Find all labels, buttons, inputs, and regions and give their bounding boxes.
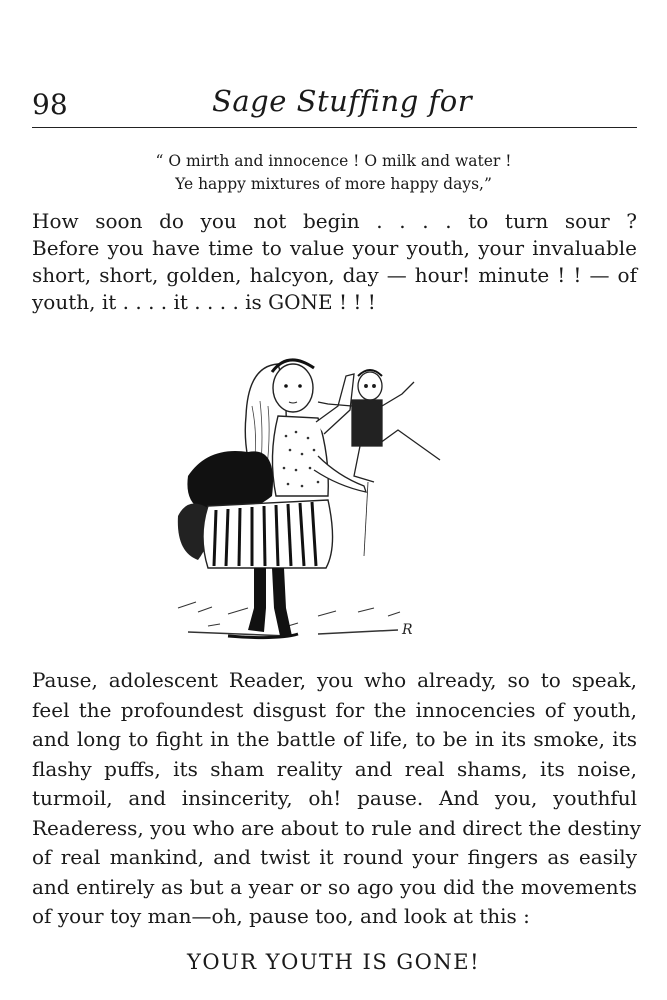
closing-line: YOUR YOUTH IS GONE! xyxy=(186,950,481,974)
girl-bodice xyxy=(272,416,328,496)
paragraph-line: of real mankind, and twist it round your fingers as easily xyxy=(32,845,637,869)
paragraph-line: Readeress, you who are about to rule and direct the destiny xyxy=(32,815,642,840)
epigraph-line: “ O mirth and innocence ! O milk and water ! xyxy=(155,152,512,170)
toy-man-puppet xyxy=(318,370,440,556)
header-rule xyxy=(32,127,637,128)
paragraph-line: feel the profoundest disgust for the innocencies of youth, xyxy=(32,697,637,722)
paragraph-line: turmoil, and insincerity, oh! pause. And you, youthful xyxy=(32,786,637,810)
paragraph-line: How soon do you not begin . . . . to turn sour ? xyxy=(32,209,637,233)
girl-right-boot xyxy=(272,568,292,636)
epigraph xyxy=(60,150,607,196)
paragraph-line: short, short, golden, halcyon, day — hour! minute ! ! — of xyxy=(32,263,637,287)
girl-face xyxy=(273,364,313,412)
paragraph-line: of your toy man—oh, pause too, and look at this : xyxy=(32,904,530,928)
page-header xyxy=(32,80,637,128)
paragraph-line: Pause, adolescent Reader, you who already, so to speak, xyxy=(32,668,637,692)
paragraph-line: flashy puffs, its sham reality and real shams, its noise, xyxy=(32,756,637,781)
paragraph-2 xyxy=(32,666,642,932)
paragraph-line: and long to fight in the battle of life, to be in its smoke, its xyxy=(32,727,637,751)
paragraph-line: youth, it . . . . it . . . . is GONE ! ! ! xyxy=(32,290,376,314)
paragraph-line: and entirely as but a year or so ago you did the movements xyxy=(32,874,637,899)
paragraph-1 xyxy=(32,208,637,316)
engraving-image xyxy=(168,346,468,648)
epigraph-line: Ye happy mixtures of more happy days,” xyxy=(175,175,492,193)
paragraph-line: Before you have time to value your youth, your invaluable xyxy=(32,236,637,260)
running-title: Sage Stuffing for xyxy=(212,84,473,118)
girl-left-boot xyxy=(248,568,266,632)
page-number: 98 xyxy=(32,88,68,121)
artist-signature: R xyxy=(402,622,413,638)
illustration-girl-with-toy-man xyxy=(168,346,468,648)
